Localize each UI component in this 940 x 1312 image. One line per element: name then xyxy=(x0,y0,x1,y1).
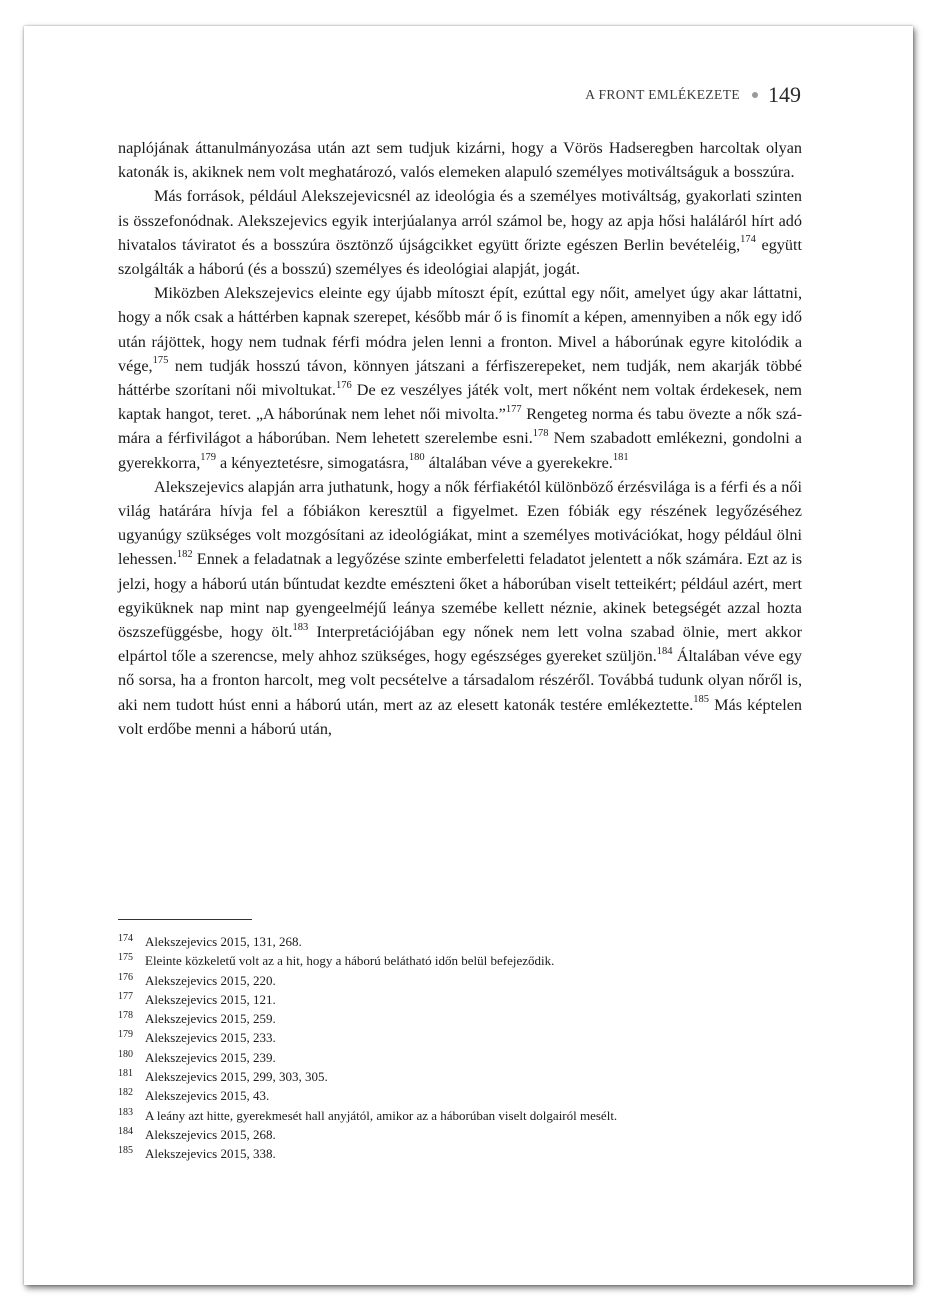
paragraph-text: Interpretációjában egy nőnek nem lett volna szabad ölnie, mert akkor elpártol tőle a szerencse, mely ahhoz szükséges, hogy egészséges gyereket szüljön. xyxy=(118,623,802,666)
footnote-text: A leány azt hitte, gyerekmesét hall anyjától, amikor az a háborúban viselt dolgairól mesélt. xyxy=(145,1107,618,1123)
footnote-reference[interactable]: 180 xyxy=(408,452,425,464)
footnote xyxy=(118,932,802,951)
paragraph-text: Alekszejevics alapján arra juthatunk, hogy a nők férfiakétól különböző érzésvilága is a férfi és a női világ határára hívja fel a fóbiákon keresztül a figyelmet. Ezen fóbiák egy részének legyőzéséhez ugyanúgy szükséges volt mozgósítani az ideológiákat, mint a személyes motivációkat, hogy például ölni lehessen. xyxy=(118,477,802,569)
footnote xyxy=(118,1086,802,1105)
footnote-text: Alekszejevics 2015, 259. xyxy=(145,1011,276,1027)
footnote xyxy=(118,1028,802,1047)
footnote-reference[interactable]: 185 xyxy=(693,694,710,706)
footnote-text: Alekszejevics 2015, 220. xyxy=(145,972,276,988)
paragraph xyxy=(118,184,802,281)
paragraph-text: Miközben Alekszejevics eleinte egy újabb mítoszt épít, ezúttal egy nőit, amelyet úgy akar láttatni, hogy a nők csak a háttérben kapnak szerepet, később már ő is finomít a képen, amennyiben a nők egy idő után rájöttek, hogy nem tudnak férfi módra jelen lenni a fronton. Mivel a háborúnak egyre kitolódik a vége, xyxy=(118,284,802,375)
footnote-reference[interactable]: 175 xyxy=(152,355,169,367)
footnote-number: 178 xyxy=(118,1010,133,1022)
paragraph-text: Ennek a feladatnak a legyőzése szinte emberfeletti feladatot jelentett a nők számára. Ezt az is jelzi, hogy a háború után bűntudat kezdte emészteni őket a háborúban viselt tetteikért; például azért, mert egyiküknek nap mint nap gyengeelméjű leánya szemébe kellett néznie, akinek betegségét azzal hozta öszszefüggésbe, hogy ölt. xyxy=(118,550,802,642)
paragraph-text: De ez veszélyes játék volt, mert nőként nem voltak érdekesek, nem kaptak hangot, teret. „A háborúnak nem lehet női mivolta.” xyxy=(118,381,802,424)
footnote xyxy=(118,1144,802,1163)
footnote-text: Alekszejevics 2015, 131, 268. xyxy=(145,934,302,949)
footnote-text: Alekszejevics 2015, 43. xyxy=(145,1088,270,1104)
footnote-number: 180 xyxy=(118,1048,133,1060)
paragraph-text: Rengeteg norma és tabu övezte a nők számára a férfivilágot a háborúban. Nem lehetett szerelembe esni. xyxy=(118,405,803,448)
footnote-number: 181 xyxy=(118,1068,133,1080)
paragraph-text: naplójának áttanulmányozása után azt sem tudjuk kizárni, hogy a Vörös Hadseregben harcoltak olyan katonák is, akiknek nem volt meghatározó, valós elemeken alapuló személyes motiváltságuk a bosszúra. xyxy=(118,139,802,182)
footnote-number: 183 xyxy=(118,1106,133,1118)
paragraph xyxy=(118,475,802,741)
paragraph-text: nem tudják hosszú távon, könnyen játszani a férfiszerepeket, nem tudják, nem akarják többé háttérbe szorítani női mivoltukat. xyxy=(118,356,802,400)
footnote-number: 175 xyxy=(118,952,133,964)
footnote-number: 182 xyxy=(118,1087,133,1099)
paragraph xyxy=(118,136,802,184)
footnote xyxy=(118,971,802,990)
footnote-number: 184 xyxy=(118,1125,133,1137)
footnote xyxy=(118,951,802,970)
footnote-reference[interactable]: 178 xyxy=(532,428,549,440)
paragraph-text: általában véve a gyerekekre. xyxy=(424,453,613,472)
footnote-text: Alekszejevics 2015, 121. xyxy=(145,991,276,1007)
footnote-reference[interactable]: 184 xyxy=(656,645,673,657)
footnote-reference[interactable]: 179 xyxy=(200,452,216,464)
footnote-text: Alekszejevics 2015, 239. xyxy=(145,1049,276,1065)
footnote-reference[interactable]: 174 xyxy=(740,234,756,246)
footnote xyxy=(118,1048,802,1067)
footnote-number: 185 xyxy=(118,1145,133,1157)
footnote-divider xyxy=(118,919,252,920)
footnotes xyxy=(118,932,802,1164)
footnote-reference[interactable]: 177 xyxy=(505,403,522,415)
paragraph-text: a kényeztetésre, simogatásra, xyxy=(216,453,409,472)
paragraph-text: Általában véve egy nő sorsa, ha a fronton harcolt, meg volt pecsételve a társadalom részéről. Továbbá tudunk olyan nőről is, aki nem tudott húst enni a háború után, mert az az elesett katonák testére emlékeztette. xyxy=(118,647,802,714)
footnote-reference[interactable]: 183 xyxy=(292,621,309,633)
footnote-text: Alekszejevics 2015, 233. xyxy=(145,1030,276,1046)
footnote-reference[interactable]: 181 xyxy=(612,452,629,464)
running-title: A FRONT EMLÉKEZETE xyxy=(585,87,740,102)
bullet-separator-icon xyxy=(752,92,758,98)
footnote-text: Eleinte közkeletű volt az a hit, hogy a háború belátható időn belül befejeződik. xyxy=(145,953,555,969)
footnote-reference[interactable]: 182 xyxy=(176,549,193,561)
footnote-text: Alekszejevics 2015, 338. xyxy=(145,1146,276,1162)
footnote xyxy=(118,990,802,1009)
footnote xyxy=(118,1106,802,1125)
footnote-reference[interactable]: 176 xyxy=(335,379,352,391)
paragraph-text: Nem szabadott emlékezni, gondolni a gyerekkorra, xyxy=(118,429,802,472)
page-number: 149 xyxy=(768,82,801,107)
footnote-number: 177 xyxy=(118,990,133,1002)
book-page xyxy=(24,26,913,1285)
footnote xyxy=(118,1067,802,1086)
running-head xyxy=(585,82,801,108)
footnote-number: 176 xyxy=(118,971,133,983)
footnote-number: 179 xyxy=(118,1029,133,1041)
footnote-text: Alekszejevics 2015, 299, 303, 305. xyxy=(145,1069,328,1085)
body-text xyxy=(118,136,802,741)
footnote-text: Alekszejevics 2015, 268. xyxy=(145,1126,276,1142)
paragraph-text: együtt szolgálták a háború (és a bosszú) személyes és ideológiai alapját, jogát. xyxy=(118,235,802,279)
footnote xyxy=(118,1009,802,1028)
footnote-number: 174 xyxy=(118,933,133,944)
footnote xyxy=(118,1125,802,1144)
paragraph-text: Más képtelen volt erdőbe menni a háború után, xyxy=(118,695,802,738)
paragraph-text: Más források, például Alekszejevicsnél az ideológia és a személyes motiváltság, gyakorlati szinten is összefonódnak. Alekszejevics egyik interjúalanya arról számol be, hogy az apja hősi haláláról hírt adó hivatalos táviratot és a bosszúra ösztönző újságcikket együtt őrizte egészen Berlin bevételéig, xyxy=(118,187,802,254)
paragraph xyxy=(118,281,802,475)
